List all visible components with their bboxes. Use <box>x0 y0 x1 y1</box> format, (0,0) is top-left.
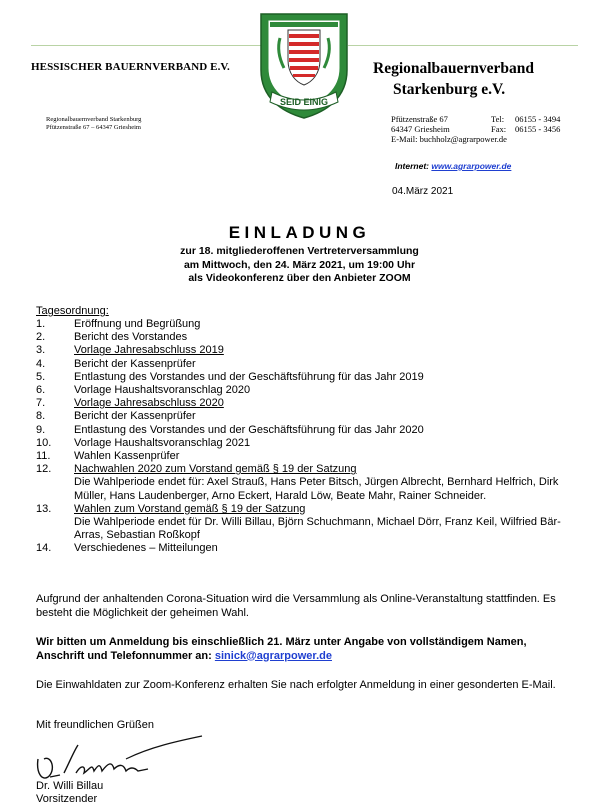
contact-fax: 06155 - 3456 <box>515 124 561 134</box>
corona-notice: Aufgrund der anhaltenden Corona-Situation wird die Versammlung als Online-Veranstaltung stattfinden. Es besteht die Möglichkeit der geheimen Wahl. <box>36 593 556 619</box>
agenda-item: 2. Bericht des Vorstandes <box>36 331 188 344</box>
handwritten-signature <box>30 733 210 785</box>
agenda-heading: Tagesordnung: <box>36 305 109 317</box>
agenda-item: 12. Nachwahlen 2020 zum Vorstand gemäß § 19 der Satzung Die Wahlperiode endet für: Axel Strauß, Hans Peter Bitsch, Jürgen Albrecht, Bernhard Helfrich, Dirk Müller, Hans Laudenberger, Arno Eckert, Harald Löw, Beate Mahr, Rainer Schneider. <box>36 463 559 502</box>
agenda-item: 14. Verschiedenes – Mitteilungen <box>36 542 218 555</box>
document-title: EINLADUNG <box>228 223 371 242</box>
subtitle-block: zur 18. mitgliederoffenen Vertreterversammlung am Mittwoch, den 24. März 2021, um 19:00 Uhr als Videokonferenz über den Anbieter ZOOM <box>180 245 419 284</box>
agenda-item: 3. Vorlage Jahresabschluss 2019 <box>36 344 224 357</box>
header-rule-left <box>31 45 263 46</box>
agenda-item: 4. Bericht der Kassenprüfer <box>36 357 196 370</box>
website-link[interactable]: www.agrarpower.de <box>431 161 512 171</box>
left-org-name: HESSISCHER BAUERNVERBAND E.V. <box>31 61 230 73</box>
registration-request: Wir bitten um Anmeldung bis einschließlich 21. März unter Angabe von vollständigem Namen, Anschrift und Telefonnummer an: sinick@agrarpower.de <box>36 636 527 662</box>
agenda-item: 10. Vorlage Haushaltsvoranschlag 2021 <box>36 436 251 449</box>
agenda-item-detail: Die Wahlperiode endet für: Axel Strauß, Hans Peter Bitsch, Jürgen Albrecht, Bernhard Helfrich, Dirk Müller, Hans Laudenberger, Arno Eckert, Harald Löw, Beate Mahr, Rainer Schneider. <box>74 476 559 502</box>
agenda-item: 1. Eröffnung und Begrüßung <box>36 318 201 330</box>
agenda-item: 8. Bericht der Kassenprüfer <box>36 410 196 423</box>
logo-motto: SEID EINIG <box>279 97 329 107</box>
header-rule-right <box>348 45 578 46</box>
sender-address: Regionalbauernverband Starkenburg Pfützenstraße 67 – 64347 Griesheim <box>46 116 142 131</box>
association-logo <box>258 12 350 120</box>
contact-city: 64347 Griesheim <box>391 124 450 134</box>
signer-block <box>36 780 103 806</box>
agenda-list <box>36 318 566 556</box>
zoom-info: Die Einwahldaten zur Zoom-Konferenz erhalten Sie nach erfolgter Anmeldung in einer gesonderten E-Mail. <box>36 679 556 691</box>
signer-name: Dr. Willi Billau <box>36 780 104 792</box>
closing-greeting: Mit freundlichen Grüßen <box>36 719 154 731</box>
agenda-item-detail: Die Wahlperiode endet für Dr. Willi Billau, Björn Schuchmann, Michael Dörr, Franz Keil, Wilfried Bär-Arras, Sebastian Roßkopf <box>74 516 561 542</box>
right-org-name: Regionalbauernverband Starkenburg e.V. <box>373 60 535 98</box>
agenda-item: 11. Wahlen Kassenprüfer <box>36 450 180 463</box>
letter-date: 04.März 2021 <box>392 186 454 197</box>
contact-email: E-Mail: buchholz@agrarpower.de <box>391 134 507 144</box>
registration-email-link[interactable]: sinick@agrarpower.de <box>214 649 332 662</box>
agenda-item: 7. Vorlage Jahresabschluss 2020 <box>36 397 224 410</box>
agenda-item: 5. Entlastung des Vorstandes und der Geschäftsführung für das Jahr 2019 <box>36 370 424 383</box>
agenda-item: 13. Wahlen zum Vorstand gemäß § 19 der Satzung Die Wahlperiode endet für Dr. Willi Billau, Björn Schuchmann, Michael Dörr, Franz Keil, Wilfried Bär-Arras, Sebastian Roßkopf <box>36 502 561 542</box>
agenda-item: 9. Entlastung des Vorstandes und der Geschäftsführung für das Jahr 2020 <box>36 423 424 436</box>
contact-tel: 06155 - 3494 <box>515 114 561 124</box>
agenda-item: 6. Vorlage Haushaltsvoranschlag 2020 <box>36 384 251 397</box>
internet-line: Internet: www.agrarpower.de <box>395 161 512 171</box>
contact-street: Pfützenstraße 67 <box>391 114 448 124</box>
signer-role: Vorsitzender <box>36 793 98 805</box>
contact-block: Pfützenstraße 67 Tel: 06155 - 3494 64347 Griesheim Fax: 06155 - 3456 E-Mail: buchholz@agrarpower.de <box>391 114 561 144</box>
